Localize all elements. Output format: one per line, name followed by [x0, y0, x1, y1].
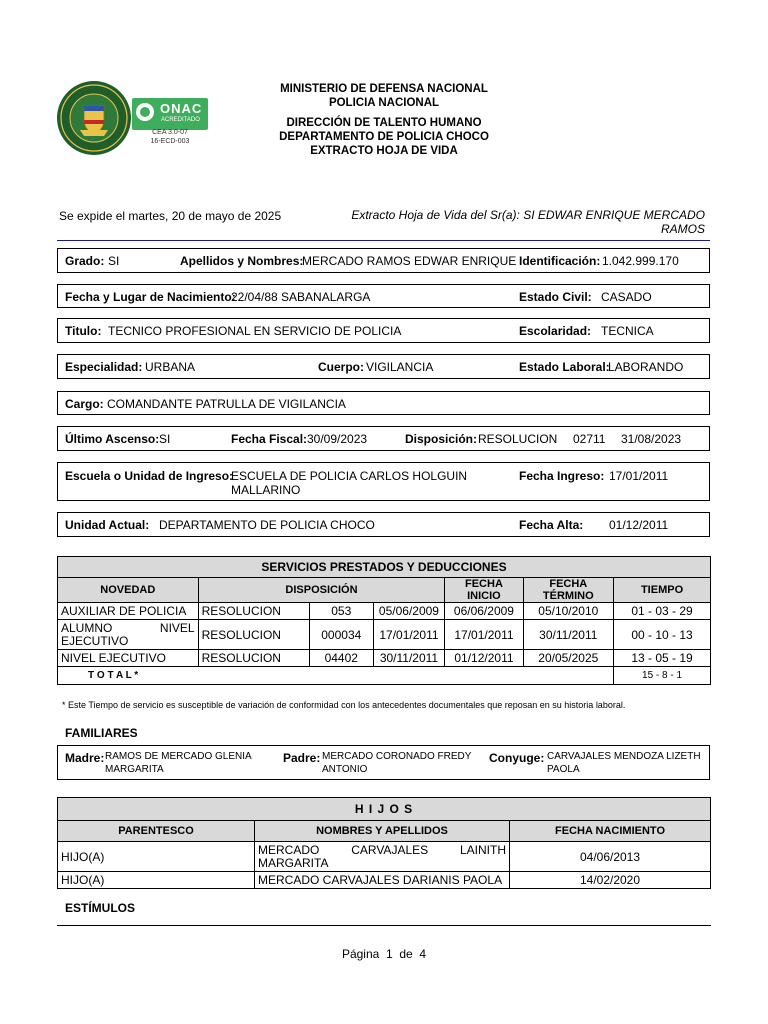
- fecha-nacimiento-cell: 14/02/2020: [510, 872, 711, 889]
- novedad-word2: NIVEL: [159, 620, 195, 635]
- num-cell: 04402: [310, 650, 374, 667]
- hijos-title: H I J O S: [58, 798, 711, 821]
- conyuge-line2: PAOLA: [547, 764, 580, 775]
- onac-sub: ACREDITADO: [161, 117, 200, 123]
- cuerpo-value: VIGILANCIA: [366, 360, 434, 374]
- row-escuela: [57, 462, 710, 501]
- nombre-word4: MARGARITA: [258, 855, 329, 870]
- table-row: [58, 620, 711, 650]
- titulo-label: Titulo:: [65, 324, 102, 338]
- novedad-cell: [58, 620, 199, 650]
- onac-code2: 16-ECD-003: [150, 138, 190, 145]
- header-rule: [57, 240, 710, 241]
- row-especialidad: [57, 354, 710, 379]
- escolaridad-label: Escolaridad:: [519, 324, 592, 338]
- fecha-cell: 30/11/2011: [373, 650, 445, 667]
- tipo-cell: RESOLUCION: [198, 620, 309, 650]
- col-nombres: NOMBRES Y APELLIDOS: [255, 821, 510, 842]
- nombre-word3: LAINITH: [459, 842, 506, 857]
- header-direction: DIRECCIÓN DE TALENTO HUMANO: [286, 117, 482, 129]
- parentesco-cell: HIJO(A): [58, 842, 255, 872]
- page-total: 4: [419, 947, 427, 961]
- ascenso-value: SI: [159, 432, 171, 446]
- table-row: [58, 650, 711, 667]
- table-row: [58, 872, 711, 889]
- total-value: 15 - 8 - 1: [614, 667, 711, 685]
- disposicion-value: RESOLUCION: [478, 432, 558, 446]
- header-police: POLICIA NACIONAL: [328, 97, 440, 109]
- nombre-cell: [255, 842, 510, 872]
- id-label: Identificación:: [519, 254, 601, 268]
- laboral-value: LABORANDO: [608, 360, 684, 374]
- inicio-cell: 17/01/2011: [445, 620, 523, 650]
- extract-for-line2: RAMOS: [660, 222, 705, 236]
- nombres-value: MERCADO RAMOS EDWAR ENRIQUE: [302, 254, 517, 268]
- fecha-nacimiento-cell: 04/06/2013: [510, 842, 711, 872]
- disposicion-number: 02711: [573, 432, 606, 446]
- novedad-word3: EJECUTIVO: [61, 633, 129, 648]
- issue-date: Se expide el martes, 20 de mayo de 2025: [59, 209, 282, 223]
- unidad-label: Unidad Actual:: [65, 518, 150, 532]
- padre-line1: MERCADO CORONADO FREDY: [322, 751, 472, 762]
- escolaridad-value: TECNICA: [601, 324, 654, 338]
- termino-cell: 05/10/2010: [523, 603, 614, 620]
- familiares-box: [57, 745, 710, 780]
- tiempo-cell: 00 - 10 - 13: [614, 620, 711, 650]
- especialidad-value: URBANA: [145, 360, 196, 374]
- col-fecha-nacimiento: FECHA NACIMIENTO: [510, 821, 711, 842]
- page-label: Página: [341, 947, 380, 961]
- col-parentesco: PARENTESCO: [58, 821, 255, 842]
- ingreso-value: 17/01/2011: [609, 469, 669, 483]
- onac-code1: CEA 3.0-07: [152, 129, 188, 136]
- conyuge-line1: CARVAJALES MENDOZA LIZETH: [547, 751, 701, 762]
- tipo-cell: RESOLUCION: [198, 603, 309, 620]
- fecha-cell: 17/01/2011: [373, 620, 445, 650]
- escuela-value-line1: ESCUELA DE POLICIA CARLOS HOLGUIN: [231, 469, 468, 483]
- id-value: 1.042.999.170: [602, 254, 679, 268]
- nombres-label: Apellidos y Nombres:: [180, 254, 304, 268]
- nombre-word1: MERCADO: [258, 842, 320, 857]
- estimulos-title: ESTÍMULOS: [65, 901, 136, 915]
- table-row: [58, 603, 711, 620]
- disposicion-date: 31/08/2023: [621, 432, 682, 446]
- titulo-value: TECNICO PROFESIONAL EN SERVICIO DE POLICIA: [108, 324, 402, 338]
- madre-line1: RAMOS DE MERCADO GLENIA: [105, 751, 252, 762]
- alta-value: 01/12/2011: [609, 518, 669, 532]
- ascenso-label: Último Ascenso:: [65, 432, 160, 446]
- fiscal-label: Fecha Fiscal:: [231, 432, 308, 446]
- nacimiento-label: Fecha y Lugar de Nacimiento:: [65, 290, 236, 304]
- fiscal-value: 30/09/2023: [307, 432, 368, 446]
- table-row: [58, 842, 711, 872]
- page-of-label: de: [399, 947, 413, 961]
- service-note: * Este Tiempo de servicio es susceptible de variación de conformidad con los antecedentes documentales que reposan en su historia laboral.: [62, 700, 626, 710]
- escuela-label: Escuela o Unidad de Ingreso:: [65, 469, 234, 483]
- inicio-cell: 06/06/2009: [445, 603, 523, 620]
- total-label: T O T A L *: [58, 667, 614, 685]
- nombre-word2: CARVAJALES: [351, 842, 429, 857]
- services-title: SERVICIOS PRESTADOS Y DEDUCCIONES: [58, 557, 711, 578]
- cuerpo-label: Cuerpo:: [318, 360, 364, 374]
- padre-label: Padre:: [283, 751, 321, 765]
- cargo-label: Cargo:: [65, 397, 104, 411]
- extract-for-line1: Extracto Hoja de Vida del Sr(a): SI EDWAR ENRIQUE MERCADO: [351, 208, 705, 222]
- row-ascenso: [57, 426, 710, 451]
- estimulos-rule: [57, 925, 711, 926]
- escuela-value-line2: MALLARINO: [231, 483, 301, 497]
- police-seal-logo: [56, 80, 132, 156]
- hijos-table: [57, 797, 711, 889]
- alta-label: Fecha Alta:: [519, 518, 584, 532]
- parentesco-cell: HIJO(A): [58, 872, 255, 889]
- col-fecha-termino: FECHA TÉRMINO: [523, 578, 614, 603]
- services-table: [57, 556, 711, 685]
- num-cell: 000034: [310, 620, 374, 650]
- total-row: [58, 667, 711, 685]
- row-nacimiento: [57, 284, 710, 308]
- nacimiento-value: 22/04/88 SABANALARGA: [231, 290, 371, 304]
- civil-label: Estado Civil:: [519, 290, 592, 304]
- novedad-cell: AUXILIAR DE POLICIA: [58, 603, 199, 620]
- fecha-cell: 05/06/2009: [373, 603, 445, 620]
- page-footer: [0, 947, 768, 961]
- header-department: DEPARTAMENTO DE POLICIA CHOCO: [279, 131, 489, 143]
- laboral-label: Estado Laboral:: [519, 360, 610, 374]
- header-extract: EXTRACTO HOJA DE VIDA: [310, 145, 458, 157]
- madre-line2: MARGARITA: [105, 764, 164, 775]
- inicio-cell: 01/12/2011: [445, 650, 523, 667]
- tiempo-cell: 01 - 03 - 29: [614, 603, 711, 620]
- tiempo-cell: 13 - 05 - 19: [614, 650, 711, 667]
- onac-ring-icon: [136, 103, 154, 121]
- onac-logo: [132, 98, 208, 130]
- page-number: 1: [385, 947, 393, 961]
- col-novedad: NOVEDAD: [58, 578, 199, 603]
- num-cell: 053: [310, 603, 374, 620]
- novedad-cell: NIVEL EJECUTIVO: [58, 650, 199, 667]
- onac-brand: ONAC: [160, 101, 203, 116]
- civil-value: CASADO: [601, 290, 652, 304]
- disposicion-label: Disposición:: [405, 432, 478, 446]
- grado-value: SI: [108, 254, 120, 268]
- conyuge-label: Conyuge:: [489, 751, 545, 765]
- padre-line2: ANTONIO: [322, 764, 368, 775]
- unidad-value: DEPARTAMENTO DE POLICIA CHOCO: [159, 518, 375, 532]
- termino-cell: 30/11/2011: [523, 620, 614, 650]
- row-cargo: [57, 391, 710, 415]
- row-grado: [57, 248, 710, 273]
- termino-cell: 20/05/2025: [523, 650, 614, 667]
- novedad-word1: ALUMNO: [61, 620, 113, 635]
- row-unidad: [57, 512, 710, 537]
- ingreso-label: Fecha Ingreso:: [519, 469, 605, 483]
- row-titulo: [57, 318, 710, 343]
- col-tiempo: TIEMPO: [614, 578, 711, 603]
- especialidad-label: Especialidad:: [65, 360, 143, 374]
- madre-label: Madre:: [65, 751, 105, 765]
- grado-label: Grado:: [65, 254, 105, 268]
- nombre-cell: MERCADO CARVAJALES DARIANIS PAOLA: [255, 872, 510, 889]
- header-ministry: MINISTERIO DE DEFENSA NACIONAL: [280, 83, 488, 95]
- col-fecha-inicio: FECHA INICIO: [445, 578, 523, 603]
- col-disposicion: DISPOSICIÓN: [198, 578, 445, 603]
- cargo-value: COMANDANTE PATRULLA DE VIGILANCIA: [107, 397, 346, 411]
- familiares-title: FAMILIARES: [65, 726, 138, 740]
- tipo-cell: RESOLUCION: [198, 650, 309, 667]
